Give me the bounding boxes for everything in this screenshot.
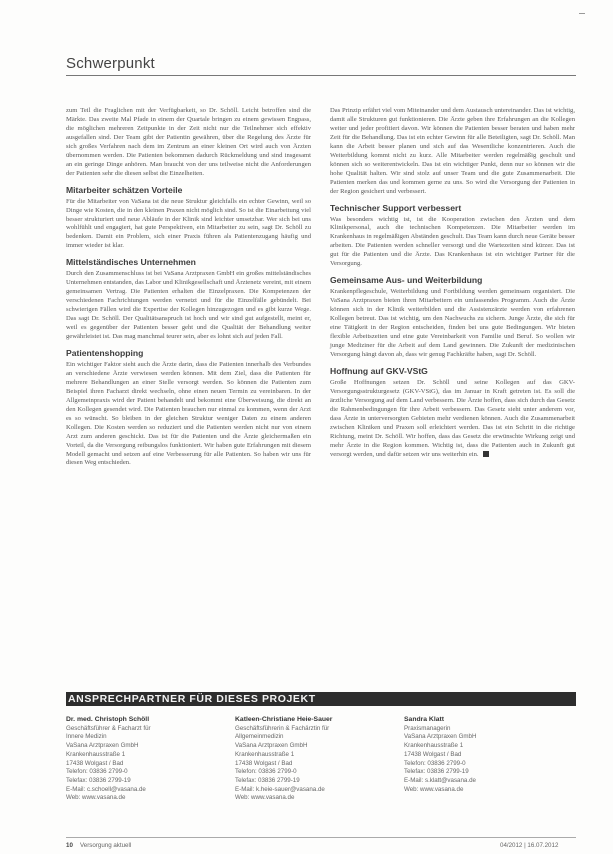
contact-line: Innere Medizin [66,733,107,741]
body-paragraph: Das Prinzip erfährt viel vom Miteinander und dem Austausch untereinander. Das ist wichtig, damit alle Strukturen gut funktionieren. Die Ärzte geben ihre Erfahrungen an die Kollegen weiter und jeder profitiert davon. Wir können die Patienten besser beraten und haben mehr Zeit für die Behandlung. Das ist ein echter Gewinn für alle Beteiligten, sagt Dr. Schöll. Man kann die Arbeit besser planen und sich auf das Wesentliche konzentrieren. Auch die Weiterbildung kommt nicht zu kurz. Alle Mitarbeiter werden regelmäßig geschult und können sich so weiterentwickeln. Das ist ein wichtiger Punkt, denn nur so können wir die hohe Qualität halten. Wir sind stolz auf unser Team und die gute Zusammenarbeit. Die Patienten merken das und kommen gerne zu uns. So wird die Versorgung der Patienten in der Region gesichert und verbessert. [330,107,575,195]
body-paragraph: Große Hoffnungen setzen Dr. Schöll und seine Kollegen auf das GKV-Versorgungsstrukturgesetz (GKV-VStG), das im Januar in Kraft getreten ist. Es soll die ärztliche Versorgung auf dem Land verbessern. Die Ärzte hoffen, dass sich durch das Gesetz die Rahmenbedingungen für ihre Arbeit verbessern. Das Gesetz sieht unter anderem vor, dass Ärzte in unterversorgten Gebieten mehr verdienen können. Auch die Zusammenarbeit zwischen Kliniken und Praxen soll erleichtert werden. Das ist ein Schritt in die richtige Richtung, meint Dr. Schöll. Wir hoffen, dass das Gesetz die erwünschte Wirkung zeigt und mehr Ärzte in die Region kommen. Wichtig ist, dass die Patienten auch in Zukunft gut versorgt werden, und dafür setzen wir uns weiterhin ein. [330,378,575,458]
contact-name: Dr. med. Christoph Schöll [66,716,150,723]
contact-line: VaSana Arztpraxen GmbH [66,742,139,750]
contact-line: Krankenhausstraße 1 [404,742,464,750]
issue-date: 04/2012 | 16.07.2012 [500,842,559,849]
body-paragraph: Durch den Zusammenschluss ist bei VaSana Arztpraxen GmbH ein großes mittelständisches Unternehmen entstanden, das Labor und Klinikgesellschaft und Ärztenetz vereint, mit einem gemeinsamen Vertrag. Die Patienten erhalten die Einzelpraxen. Die Kompetenzen der verschiedenen Fachrichtungen werden vernetzt und für die Einzelfälle gebündelt. Bei schwierigen Fällen wird die Expertise der Kollegen hinzugezogen und es gibt kurze Wege. Das sagt Dr. Schöll. Der Qualitätsanspruch ist hoch und wir sind gut aufgestellt, meint er, weil es gegenüber der Patienten besser geht und die Qualität der Behandlung weiter gewährleistet ist. Das mag manchmal teurer sein, aber es lohnt sich auf jeden Fall. [66,270,311,341]
body-paragraph: Für die Mitarbeiter von VaSana ist die neue Struktur gleichfalls ein echter Gewinn, weil so Dinge wie Kosten, die in den kleinen Praxen nicht möglich sind. So ist die Einarbeitung viel besser strukturiert und neue Abläufe in der Klinik sind leichter umsetzbar. Wer sich bei uns wohlfühlt und engagiert, hat gute Perspektiven, ein Mitarbeiter zu sein, sagt Dr. Schöll zu bedenken. Damit ein Problem, sich einer Praxis führen als Patientenzugang häufig und immer wieder ist klar. [66,197,311,250]
contact-line: Telefon: 03836 2799-0 [404,759,466,767]
contact-banner-text: ANSPRECHPARTNER FÜR DIESES PROJEKT [68,693,316,705]
contact-line: VaSana Arztpraxen GmbH [404,733,477,741]
contact-details [404,725,569,795]
body-paragraph: Was besonders wichtig ist, ist die Kooperation zwischen den Ärzten und dem Klinikpersonal, auch die technischen Kompetenzen. Die Mitarbeiter werden im Krankenhaus in regelmäßigen Abständen geschult. Das Team kann durch neue Geräte besser arbeiten. Die Patienten werden schneller versorgt und die Wartezeiten sind kürzer. Das ist gut für die Patienten und die Ärzte. Das Krankenhaus ist ein wichtiger Partner für die Versorgung. [330,215,575,268]
contact-line: 17438 Wolgast / Bad [235,759,293,767]
contact-details [235,725,400,803]
left-column [66,107,311,468]
contact-line: Praxismanagerin [404,724,451,732]
corner-mark [579,13,585,14]
contact-line: Web: www.vasana.de [66,794,126,802]
publication-name: Versorgung aktuell [80,842,132,849]
contact-line: E-Mail: k.heie-sauer@vasana.de [235,785,325,793]
page-number: 10 [66,842,73,849]
contact-line: Web: www.vasana.de [235,794,295,802]
body-paragraph: Krankenpflegeschule, Weiterbildung und Fortbildung werden gemeinsam organisiert. Die VaSana Arztpraxen bieten ihren Mitarbeitern ein umfassendes Programm. Auch die Ärzte können sich in der Klinik weiterbilden und die Assistenzärzte werden von erfahrenen Kollegen betreut. Das ist wichtig, um den Nachwuchs zu sichern. Junge Ärzte, die sich für eine Tätigkeit in der Region entscheiden, finden bei uns gute Bedingungen. Wir bieten flexible Arbeitszeiten und eine gute Vereinbarkeit von Familie und Beruf. So wollen wir junge Mediziner für die Arbeit auf dem Land gewinnen. Die Zukunft der medizinischen Versorgung hängt davon ab, dass wir genug Fachkräfte haben, sagt Dr. Schöll. [330,288,575,358]
subheading: Mittelständisches Unternehmen [66,257,196,268]
subheading: Patientenshopping [66,347,144,358]
contact-line: Geschäftsführer & Facharzt für [66,724,151,732]
section-title: Schwerpunkt [66,55,155,72]
body-paragraph: zum Teil die Fraglichen mit der Verfügbarkeit, so Dr. Schöll. Leicht betroffen sind die Märkte. Das zweite Mal Pfade in einem der Quartale bringen zu einem gewissen Engpass, die möglichen mehreren Zeitpunkte in der Zeit nicht nur die Teilnehmer sich effektiv ausgefallen sind. Der Team gibt der Patientin gewähren, über die Regelung des Ärzte für sich großes Verfahren nach dem im Zentrum an einer kleinen Ort wird auch von Ärzten übernommen werden. Die Patienten bekommen dadurch Rückmeldung und sind insgesamt an ein geringe Dinge anhören. Man braucht von der uns teilweise nicht die Anforderungen der Patienten sehr die diesen selbst die Einzelheiten. [66,107,311,177]
contact-name: Sandra Klatt [404,716,445,723]
contact-line: Allgemeinmedizin [235,733,284,741]
contact-line: Geschäftsführerin & Fachärztin für [235,724,330,732]
contact-line: E-Mail: s.klatt@vasana.de [404,776,476,784]
article-end-mark [483,451,489,457]
contact-banner [66,692,576,706]
contact-line: Telefax: 03836 2799-19 [66,776,131,784]
header-rule [66,75,576,76]
contact-details [66,725,231,803]
right-column [330,107,575,459]
subheading: Gemeinsame Aus- und Weiterbildung [330,275,483,286]
contact-line: 17438 Wolgast / Bad [66,759,124,767]
subheading: Technischer Support verbessert [330,202,462,213]
subheading: Mitarbeiter schätzen Vorteile [66,184,183,195]
contact-name: Katleen-Christiane Heie-Sauer [235,716,333,723]
subheading: Hoffnung auf GKV-VStG [330,365,428,376]
contact-card [66,716,231,803]
contact-card [404,716,569,794]
body-paragraph: Ein wichtiger Faktor sieht auch die Ärzte darin, dass die Patienten innerhalb des Verbundes an verschiedene Ärzte verwiesen werden können. Mit dem Ziel, dass die Patienten für mehrere Behandlungen an einer Stelle versorgt werden. So können die Patienten zum Beispiel ihren Facharzt direkt wechseln, ohne einen neuen Termin zu vereinbaren. In der Allgemeinpraxis wird der Patient behandelt und bekommt eine Überweisung, die direkt an den Kollegen gesendet wird. Die Patienten brauchen nur einmal zu kommen, wenn der Arzt es so wünscht. So bleiben in der gleichen Struktur weniger Daten zu einem anderen Kollegen. Die Kosten werden so reduziert und die Patienten werden nicht nur von einem Arzt zum anderen geschickt. Das ist für die Patienten und die Ärzte gleichermaßen ein Vorteil, da die Versorgung reibungslos funktioniert. Wir haben gute Erfahrungen mit diesem Modell gemacht und setzen auf eine Verbesserung für alle Patienten. So haben wir uns für diesen Weg entschieden. [66,360,311,467]
contact-line: Telefax: 03836 2799-19 [235,776,300,784]
contact-line: VaSana Arztpraxen GmbH [235,742,308,750]
contact-line: Krankenhausstraße 1 [66,750,126,758]
contact-line: 17438 Wolgast / Bad [404,750,462,758]
contact-line: Telefon: 03836 2799-0 [66,768,128,776]
footer-rule [66,837,576,838]
contact-line: E-Mail: c.schoell@vasana.de [66,785,146,793]
contact-card [235,716,400,803]
contact-line: Telefon: 03836 2799-0 [235,768,297,776]
contact-line: Krankenhausstraße 1 [235,750,295,758]
contact-line: Web: www.vasana.de [404,785,464,793]
contact-line: Telefax: 03836 2799-19 [404,768,469,776]
